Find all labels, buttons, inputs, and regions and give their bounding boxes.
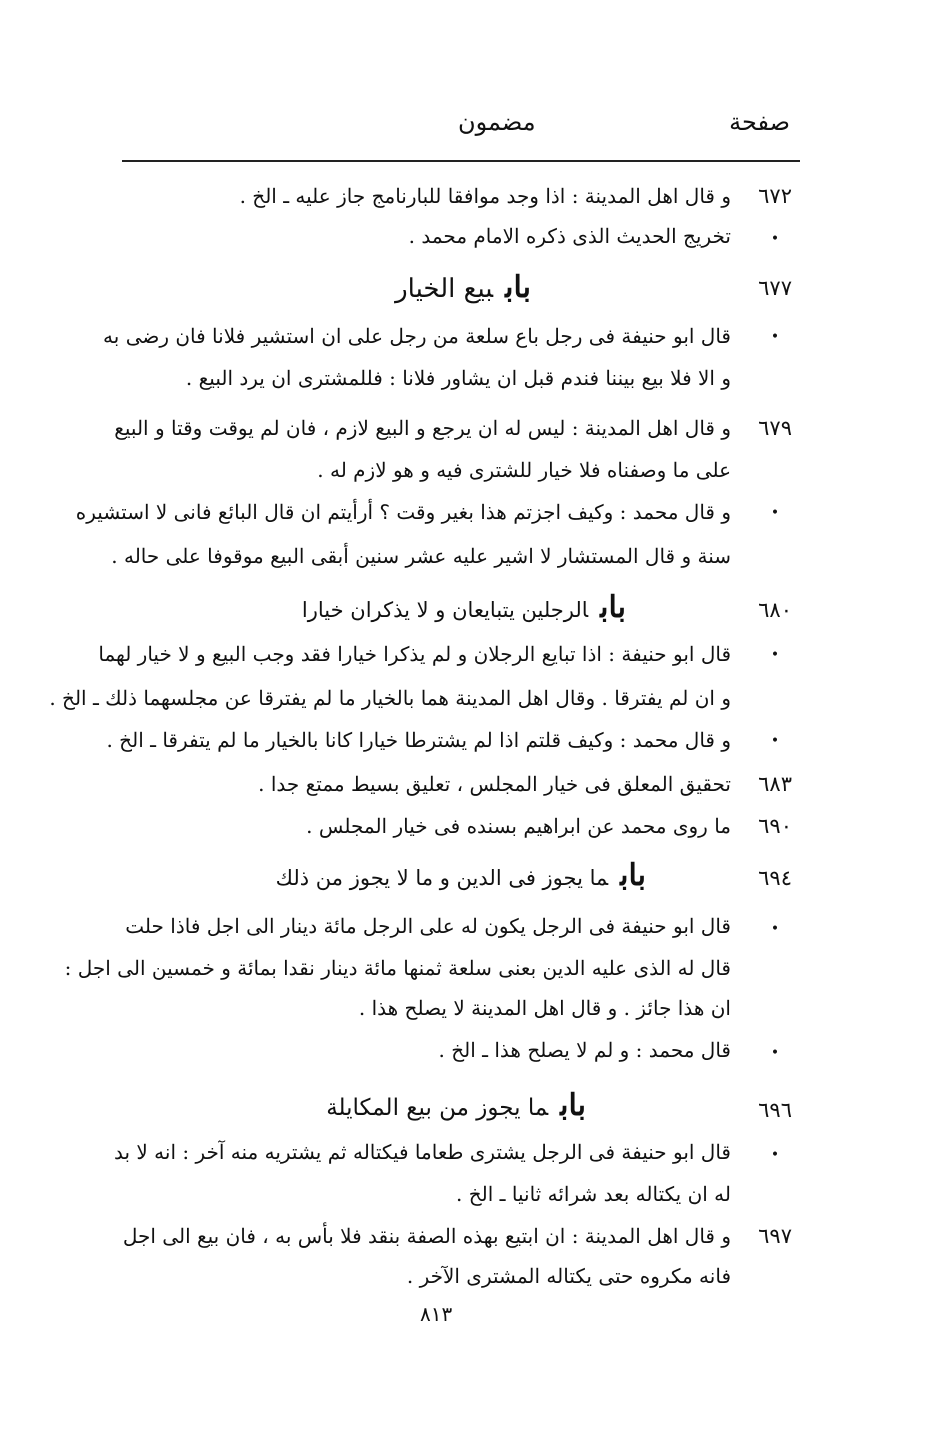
entry-bullet: • — [770, 505, 780, 521]
entry-text: تحقيق المعلق فى خيار المجلس ، تعليق بسيط ممتع جدا . — [258, 772, 731, 796]
entry-text: و قال اهل المدينة : ليس له ان يرجع و البيع لازم ، فان لم يوقت وقتا و البيع — [114, 416, 731, 440]
header-divider — [122, 160, 800, 162]
entry-number: ٦٩٧ — [758, 1224, 792, 1248]
chapter-bab-word: باب — [600, 590, 626, 625]
entry-text: قال ابو حنيفة : اذا تبايع الرجلان و لم يذكرا خيارا فقد وجب البيع و لا خيار لهما — [98, 642, 731, 666]
entry-number: ٦٧٩ — [758, 416, 792, 440]
entry-text: قال ابو حنيفة فى رجل باع سلعة من رجل على ان استشير فلانا فان رضى به — [103, 324, 731, 348]
entry-text: ما روى محمد عن ابراهيم بسنده فى خيار المجلس . — [306, 814, 731, 838]
entry-text: فانه مكروه حتى يكتاله المشترى الآخر . — [406, 1264, 731, 1288]
entry-text: و قال اهل المدينة : اذا وجد موافقا للبارنامج جاز عليه ـ الخ . — [239, 184, 731, 208]
chapter-title-text: ما يجوز فى الدين و ما لا يجوز من ذلك — [275, 866, 609, 890]
chapter-title-text: الرجلين يتبايعان و لا يذكران خيارا — [301, 598, 589, 622]
entry-text: و قال محمد : وكيف اجزتم هذا بغير وقت ؟ أرأيتم ان قال البائع فانى لا استشيره — [75, 500, 731, 524]
entry-bullet: • — [770, 231, 780, 247]
entry-bullet: • — [770, 1147, 780, 1163]
chapter-number: ٦٧٧ — [758, 276, 792, 300]
chapter-title-text: ما يجوز من بيع المكايلة — [326, 1095, 549, 1121]
chapter-title — [326, 1088, 586, 1123]
chapter-bab-word: باب — [620, 858, 646, 893]
chapter-number: ٦٩٤ — [758, 866, 792, 890]
entry-bullet: • — [770, 1045, 780, 1061]
entry-number: ٦٧٢ — [758, 184, 792, 208]
header-content-label: مضمون — [458, 108, 536, 136]
entry-number: ٦٨٣ — [758, 772, 792, 796]
chapter-number: ٦٩٦ — [758, 1098, 792, 1122]
entry-text: على ما وصفناه فلا خيار للشترى فيه و هو لازم له . — [317, 458, 731, 482]
chapter-number: ٦٨٠ — [758, 598, 792, 622]
entry-text: و ان لم يفترقا . وقال اهل المدينة هما بالخيار ما لم يفترقا عن مجلسهما ذلك ـ الخ . — [49, 686, 731, 710]
entry-text: قال له الذى عليه الدين بعنى سلعة ثمنها مائة دينار نقدا بمائة و خمسين الى اجل : — [64, 956, 731, 980]
entry-bullet: • — [770, 921, 780, 937]
entry-text: قال ابو حنيفة فى الرجل يشترى طعاما فيكتاله ثم يشتريه منه آخر : انه لا بد — [113, 1140, 731, 1164]
chapter-title — [302, 590, 626, 625]
entry-text: تخريج الحديث الذى ذكره الامام محمد . — [408, 224, 731, 248]
entry-bullet: • — [770, 733, 780, 749]
entry-text: قال ابو حنيفة فى الرجل يكون له على الرجل مائة دينار الى اجل فاذا حلت — [125, 914, 731, 938]
entry-text: و قال محمد : وكيف قلتم اذا لم يشترطا خيارا كانا بالخيار ما لم يتفرقا ـ الخ . — [106, 728, 731, 752]
page-number: ٨١٣ — [420, 1302, 453, 1326]
chapter-bab-word: باب — [560, 1088, 586, 1123]
entry-bullet: • — [770, 329, 780, 345]
chapter-title — [276, 858, 646, 893]
chapter-title — [395, 270, 531, 305]
chapter-title-text: بيع الخيار — [395, 274, 494, 304]
entry-text: سنة و قال المستشار لا اشير عليه عشر سنين أبقى البيع موقوفا على حاله . — [111, 544, 731, 568]
entry-number: ٦٩٠ — [758, 814, 792, 838]
chapter-bab-word: باب — [505, 270, 531, 305]
header-page-label: صفحة — [729, 108, 790, 136]
entry-bullet: • — [770, 647, 780, 663]
entry-text: قال محمد : و لم لا يصلح هذا ـ الخ . — [438, 1038, 731, 1062]
entry-text: و الا فلا بيع بيننا فندم قبل ان يشاور فلانا : فللمشترى ان يرد البيع . — [185, 366, 731, 390]
entry-text: و قال اهل المدينة : ان ابتيع بهذه الصفة بنقد فلا بأس به ، فان بيع الى اجل — [122, 1224, 731, 1248]
entry-text: له ان يكتاله بعد شرائه ثانيا ـ الخ . — [456, 1182, 731, 1206]
entry-text: ان هذا جائز . و قال اهل المدينة لا يصلح هذا . — [358, 996, 731, 1020]
